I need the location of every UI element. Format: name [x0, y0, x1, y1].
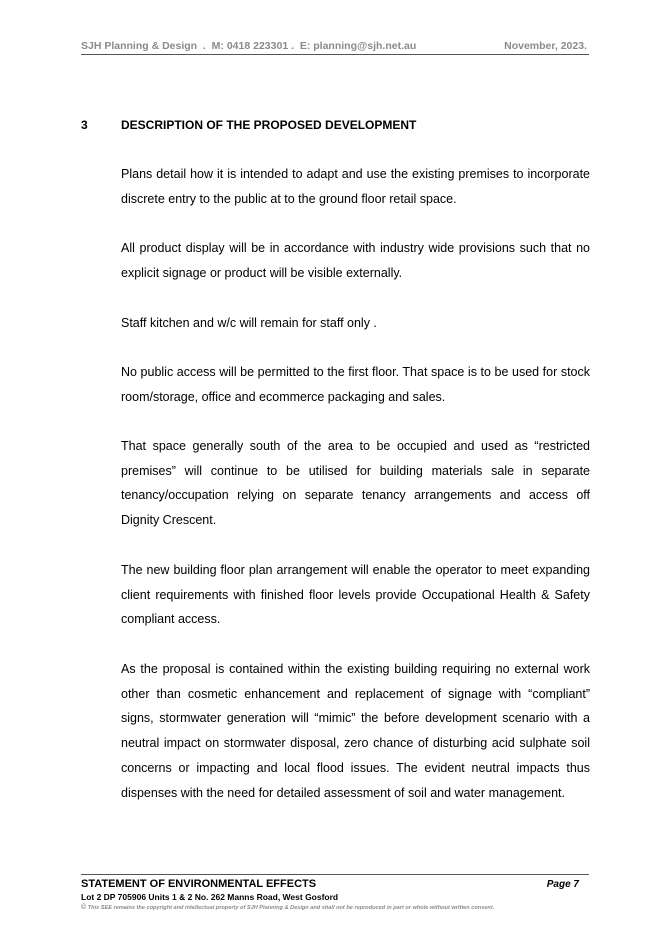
paragraph-floor-plan: The new building floor plan arrangement will enable the operator to meet expanding client requirements with finished floor levels provide Occupational Health & Safety compliant access.	[121, 563, 590, 627]
paragraph-first-floor: No public access will be permitted to the first floor. That space is to be used for stock room/storage, office and ecommerce packaging and sales.	[121, 365, 590, 404]
paragraph-staff: Staff kitchen and w/c will remain for staff only .	[121, 316, 377, 330]
footer-lot-address: Lot 2 DP 705906 Units 1 & 2 No. 262 Manns Road, West Gosford	[81, 892, 339, 902]
footer-title: STATEMENT OF ENVIRONMENTAL EFFECTS	[81, 878, 317, 890]
page-number: Page 7	[546, 879, 579, 890]
header-date: November, 2023.	[504, 40, 587, 52]
header-contact: SJH Planning & Design . M: 0418 223301 . E: planning@sjh.net.au	[81, 40, 417, 52]
section-number: 3	[81, 118, 88, 132]
copyright-symbol: ©	[81, 904, 87, 911]
paragraph-restricted-premises: That space generally south of the area to be occupied and used as “restricted premises” will continue to be utilised for building materials sale in separate tenancy/occupation relying on separate tenancy arrangements and access off Dignity Crescent.	[121, 439, 590, 528]
paragraph-display: All product display will be in accordance with industry wide provisions such that no explicit signage or product will be visible externally.	[121, 241, 590, 280]
copyright-notice	[81, 904, 601, 912]
page-header	[81, 40, 589, 55]
paragraph-entry: Plans detail how it is intended to adapt and use the existing premises to incorporate discrete entry to the public at to the ground floor retail space.	[121, 167, 590, 206]
paragraph-stormwater: As the proposal is contained within the existing building requiring no external work other than cosmetic enhancement and replacement of signage with “compliant” signs, stormwater generation will “mimic” the before development scenario with a neutral impact on stormwater disposal, zero chance of disturbing acid sulphate soil concerns or impacting and local flood issues. The evident neutral impacts thus dispenses with the need for detailed assessment of soil and water management.	[121, 662, 590, 800]
page-footer	[81, 874, 589, 911]
copyright-text: This SEE remains the copyright and intellectual property of SJH Planning & Design and shall not be reproduced in part or whole without written consent.	[87, 905, 495, 911]
section-title: DESCRIPTION OF THE PROPOSED DEVELOPMENT	[121, 118, 417, 132]
